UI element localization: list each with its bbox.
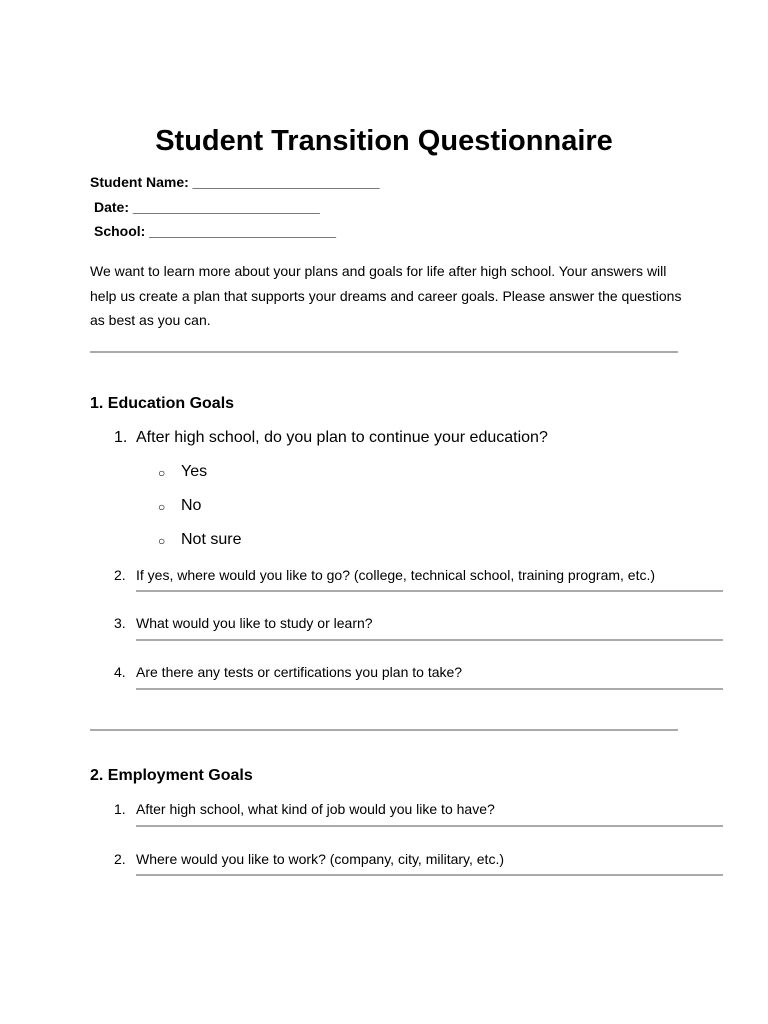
option-not-sure: Not sure — [181, 531, 242, 548]
section-divider — [90, 351, 678, 353]
answer-line — [136, 590, 723, 592]
question-number: 1. — [114, 801, 126, 817]
intro-paragraph: We want to learn more about your plans and goals for life after high school. Your answers will help us create a plan that supports your dreams and career goals. Please answer the questions as best as you can. — [90, 263, 682, 328]
answer-line — [136, 825, 723, 827]
question-study: What would you like to study or learn? — [136, 615, 373, 631]
question-continue-education: After high school, do you plan to continue your education? — [136, 429, 548, 446]
radio-circle-icon: ○ — [158, 534, 166, 548]
student-name-field: Student Name: ________________________ — [90, 174, 380, 190]
question-number: 2. — [114, 567, 126, 583]
answer-line — [136, 874, 723, 876]
school-field: School: ________________________ — [94, 223, 337, 239]
section-heading-education: 1. Education Goals — [90, 395, 235, 412]
section-heading-employment: 2. Employment Goals — [90, 767, 253, 784]
question-number: 2. — [114, 851, 126, 867]
question-job: After high school, what kind of job would you like to have? — [136, 801, 495, 817]
question-number: 3. — [114, 615, 126, 631]
question-where-to-go: If yes, where would you like to go? (college, technical school, training program, etc.) — [136, 567, 656, 583]
question-number: 4. — [114, 664, 126, 680]
question-work-location: Where would you like to work? (company, city, military, etc.) — [136, 851, 504, 867]
answer-line — [136, 688, 723, 690]
radio-circle-icon: ○ — [158, 500, 166, 514]
radio-circle-icon: ○ — [158, 466, 166, 480]
question-number: 1. — [114, 429, 128, 446]
option-no: No — [181, 497, 202, 514]
section-divider — [90, 729, 678, 731]
question-tests-certifications: Are there any tests or certifications you plan to take? — [136, 664, 463, 680]
answer-line — [136, 639, 723, 641]
date-field: Date: ________________________ — [94, 199, 320, 215]
page-title: Student Transition Questionnaire — [155, 125, 613, 157]
option-yes: Yes — [181, 463, 208, 480]
